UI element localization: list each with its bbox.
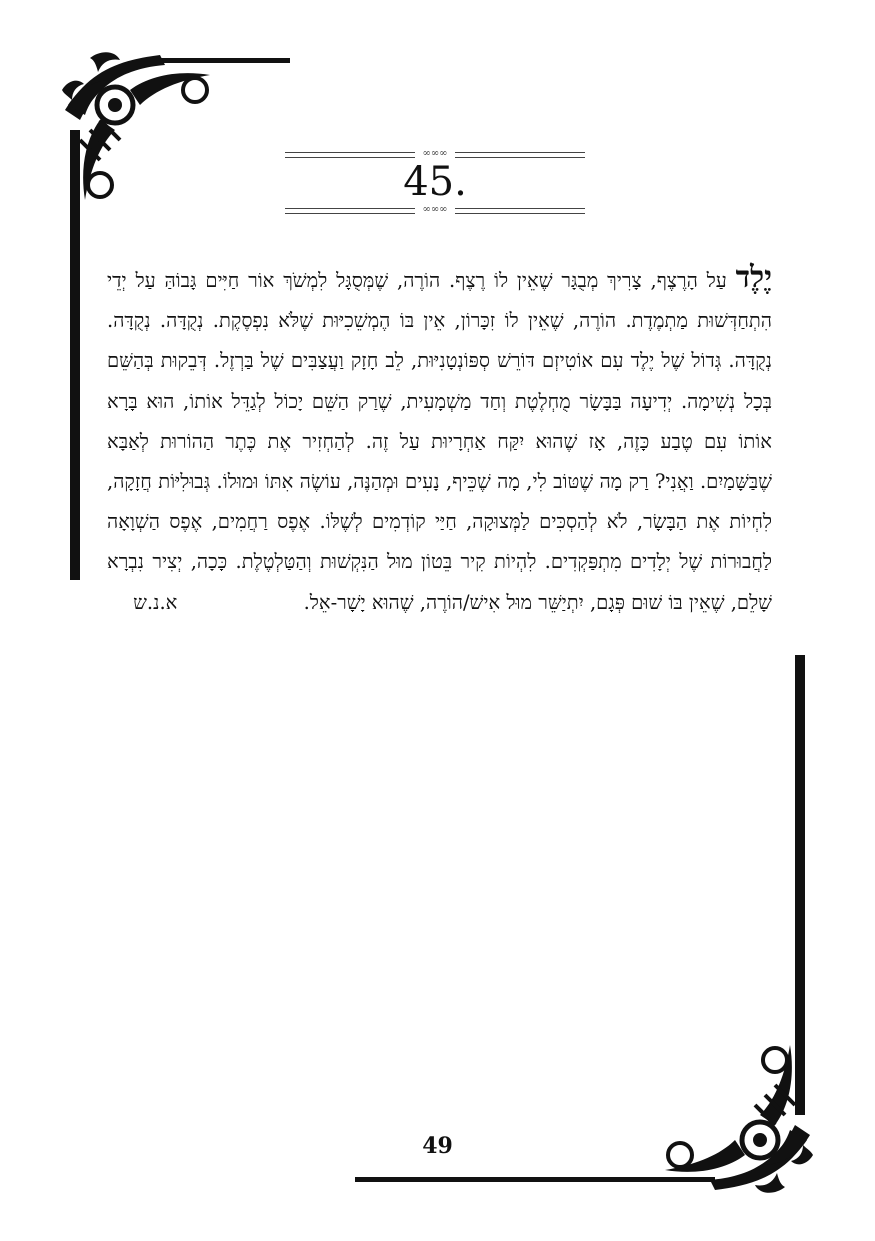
opening-word: יֶלֶד (735, 260, 772, 295)
scroll-ornament-icon: ∞∞∞ (415, 149, 455, 159)
top-decorative-rule (285, 148, 585, 159)
author-signature: א.נ.ש (133, 590, 178, 614)
poem-number-frame (285, 140, 585, 220)
poem-paragraph (107, 258, 772, 623)
bottom-right-corner-ornament (355, 655, 815, 1195)
paragraph-text: עַל הָרֶצֶף, צָרִיךְ מְבֻגָּר שֶׁאֵין לוֹ רֶצֶף. הוֹרֶה, שֶׁמְּסֻגָּל לִמְשֹׁךְ אוֹר חַיִּים גָּבוֹהַּ עַל יְדֵי הִתְחַדְּשׁוּת מַתְמֶדֶת. הוֹרֶה, שֶׁאֵין לוֹ זִכָּרוֹן, אֵין בּוֹ הֶמְשֵׁכִיּוּת שֶׁלֹּא נִפְסֶקֶת. נְקֻדָּה. נְקֻדָּה. נְקֻדָּה. גְּדוֹל שֶׁל יֶלֶד עִם אוֹטִיזְם דּוֹרֵשׁ סְפּוֹנְטָנִיּוּת, לֵב חָזָק וַעֲצַבִּים שֶׁל בַּרְזֶל. דְּבֵקוּת בְּהַשֵּׁם בְּכָל נְשִׁימָה. יְדִיעָה בַּבָּשָׂר מֻחְלֶטֶת וְחַד מַשְׁמָעִית, שֶׁרַק הַשֵּׁם יָכוֹל לְגַדֵּל אוֹתוֹ, הוּא בָּרָא אוֹתוֹ עִם טֶבַע כָּזֶה, אָז שֶׁהוּא יִקַּח אַחְרָיוּת עַל זֶה. לְהַחְזִיר אֶת כֶּתֶר הַהוֹרוּת לְאַבָּא שֶׁבַּשָּׁמַיִם. וַאֲנִי? רַק מָה שֶׁטּוֹב לִי, מָה שֶׁכֵּיף, נָעִים וּמְהַנֶּה, עוֹשֶׂה אִתּוֹ וּמוּלוֹ. גְּבוּלִיּוֹת חֲזָקָה, לִחְיוֹת אֶת הַבָּשָׂר, לֹא לְהַסְכִּים לַמְּצוּקָה, חַיַּי קוֹדְמִים לְשֶׁלּוֹ. אֶפֶס רַחֲמִים, אֶפֶס הַשְׁוָאָה לַחֲבוּרוֹת שֶׁל יְלָדִים מִתְפַּקְדִים. לִהְיוֹת קִיר בֵּטוֹן מוּל הַנִּקְשׁוּת וְהַטַּלְטֶלֶת. כָּכָה, יְצִיר נִבְרָא שָׁלֵם, שֶׁאֵין בּוֹ שׁוּם פְּגָם, יִתְיַשֵּׁר מוּל אִישׁ/הוֹרֶה, שֶׁהוּא יָשָׁר-אֵל. (107, 269, 772, 614)
poem-number: 45. (403, 159, 467, 205)
scroll-ornament-icon: ∞∞∞ (415, 205, 455, 215)
bottom-decorative-rule (285, 204, 585, 215)
page-number: 49 (422, 1133, 453, 1159)
